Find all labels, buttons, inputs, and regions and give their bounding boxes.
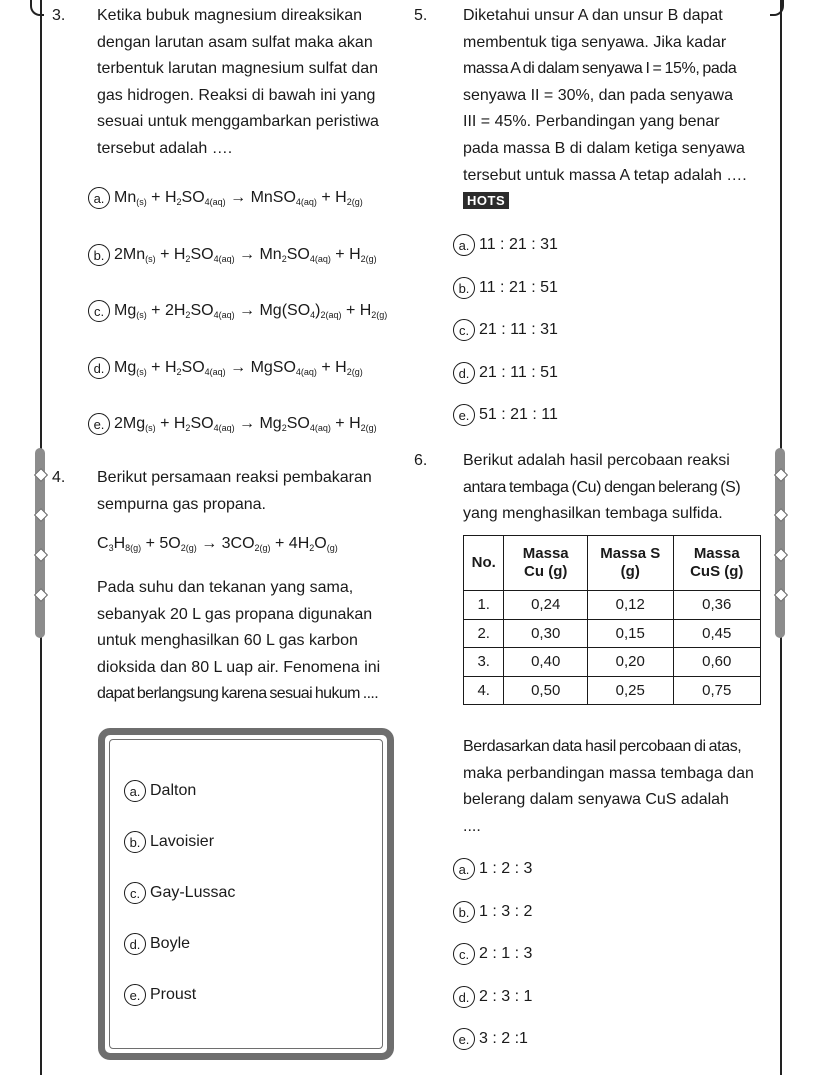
q5-option-a[interactable] [453, 234, 558, 256]
table-cell: 0,45 [673, 619, 760, 648]
option-text: 11 : 21 : 31 [479, 236, 558, 253]
option-text: 51 : 21 : 11 [479, 406, 558, 423]
table-cell: 0,15 [588, 619, 674, 648]
table-cell: 1. [464, 591, 504, 620]
q5-line: massa A di dalam senyawa I = 15%, pada [463, 60, 737, 78]
chem-subscript: 2(g) [180, 543, 197, 553]
option-letter-badge: b. [453, 277, 475, 299]
q6-body-line: belerang dalam senyawa CuS adalah [463, 791, 729, 809]
q6-intro-line: antara tembaga (Cu) dengan belerang (S) [463, 478, 741, 496]
q3-line: dengan larutan asam sulfat maka akan [97, 33, 373, 51]
q5-line: senyawa II = 30%, dan pada senyawa [463, 86, 733, 104]
table-cell: 0,75 [673, 676, 760, 705]
q3-option-a[interactable] [88, 187, 363, 209]
option-letter-badge: a. [453, 234, 475, 256]
chem-subscript: 2(aq) [320, 310, 342, 320]
option-text: Lavoisier [150, 833, 215, 850]
option-text: 21 : 11 : 31 [479, 321, 558, 338]
chem-subscript: 4(aq) [309, 423, 331, 433]
chem-text: → Mg [234, 415, 282, 432]
chem-text: SO [190, 246, 214, 263]
option-letter-badge: d. [88, 357, 110, 379]
chem-text: Mn [114, 189, 137, 206]
chem-text: Mg [114, 302, 137, 319]
binding-ornament-right [773, 448, 787, 638]
option-text: 1 : 2 : 3 [479, 860, 533, 877]
option-letter-badge: e. [88, 413, 110, 435]
q4-intro-line: Berikut persamaan reaksi pembakaran [97, 469, 372, 486]
chem-subscript: 4(aq) [213, 254, 235, 264]
q6-body-line: .... [463, 817, 481, 835]
chem-equation [114, 302, 387, 320]
q3-text [97, 3, 395, 163]
q5-line: Diketahui unsur A dan unsur B dapat [463, 7, 723, 24]
table-header-mass-cu: Massa Cu (g) [504, 536, 588, 591]
q5-number: 5. [414, 7, 428, 24]
option-letter-badge: b. [453, 901, 475, 923]
option-text: 21 : 11 : 51 [479, 364, 558, 381]
table-row [464, 591, 761, 620]
chem-equation [114, 246, 377, 264]
chem-text: → MnSO [225, 189, 296, 206]
chem-text: + H [146, 359, 177, 376]
q4-body-line: sebanyak 20 L gas propana digunakan [97, 605, 373, 623]
chem-text: + H [316, 189, 347, 206]
chem-text: 2Mn [114, 246, 146, 263]
table-header-mass-s: Massa S (g) [588, 536, 674, 591]
q4-option-d[interactable] [124, 933, 190, 955]
chem-text: SO [181, 189, 205, 206]
chem-subscript: (s) [136, 367, 147, 377]
table-header-row [464, 536, 761, 591]
q3-option-d[interactable] [88, 357, 363, 379]
table-cell: 0,24 [504, 591, 588, 620]
q6-option-b[interactable] [453, 901, 532, 923]
chem-text: + H [146, 189, 177, 206]
table-header-no: No. [464, 536, 504, 591]
option-text: Gay-Lussac [150, 884, 236, 901]
option-letter-badge: a. [453, 858, 475, 880]
chem-text: + 2H [146, 302, 186, 319]
chem-subscript: 4(aq) [295, 367, 317, 377]
chem-text: → MgSO [225, 359, 296, 376]
chem-subscript: 2 [185, 310, 191, 320]
chem-subscript: (s) [145, 254, 156, 264]
chem-subscript: 2 [281, 423, 287, 433]
chem-subscript: 4 [310, 310, 316, 320]
chem-text: H [113, 535, 126, 552]
q4-body-line: dioksida dan 80 L uap air. Fenomena ini [97, 658, 381, 676]
option-text: Dalton [150, 782, 197, 799]
chem-text: + H [316, 359, 347, 376]
option-letter-badge: c. [88, 300, 110, 322]
option-letter-badge: c. [453, 943, 475, 965]
q5-line: tersebut untuk massa A tetap adalah …. [463, 166, 747, 184]
chem-text: SO [286, 246, 310, 263]
q6-body-line: maka perbandingan massa tembaga dan [463, 764, 754, 782]
q4-number: 4. [52, 469, 66, 486]
chem-subscript: 2(g) [360, 423, 377, 433]
chem-text: O [314, 535, 327, 552]
chem-subscript: (s) [136, 197, 147, 207]
chem-subscript: 2 [176, 197, 182, 207]
table-row [464, 648, 761, 677]
chem-text: + H [341, 302, 372, 319]
chem-text: + H [330, 415, 361, 432]
hots-badge: HOTS [463, 192, 509, 209]
option-letter-badge: e. [453, 404, 475, 426]
chem-subscript: 2(g) [346, 197, 363, 207]
chem-text: SO [190, 415, 214, 432]
table-cell: 0,20 [588, 648, 674, 677]
table-cell: 2. [464, 619, 504, 648]
chem-equation [114, 189, 363, 207]
q4-option-e[interactable] [124, 984, 196, 1006]
q6-option-c[interactable] [453, 943, 532, 965]
chem-text: → Mg(SO [234, 302, 311, 319]
q5-line: membentuk tiga senyawa. Jika kadar [463, 33, 727, 51]
chem-subscript: 2(g) [360, 254, 377, 264]
table-cell: 4. [464, 676, 504, 705]
chem-subscript: 2 [185, 254, 191, 264]
chem-text: + H [330, 246, 361, 263]
option-letter-badge: c. [124, 882, 146, 904]
option-letter-badge: e. [453, 1028, 475, 1050]
q3-option-c[interactable] [88, 300, 387, 322]
q5-option-d[interactable] [453, 362, 558, 384]
chem-subscript: (g) [326, 543, 338, 553]
chem-subscript: 2(g) [346, 367, 363, 377]
chem-subscript: 2 [309, 543, 315, 553]
chem-subscript: (s) [145, 423, 156, 433]
q4-option-c[interactable] [124, 882, 235, 904]
chem-text: + 5O [141, 535, 181, 552]
table-header-mass-cus: Massa CuS (g) [673, 536, 760, 591]
chem-equation [114, 359, 363, 377]
chem-text: + H [155, 415, 186, 432]
table-cell: 0,12 [588, 591, 674, 620]
chem-text: SO [181, 359, 205, 376]
option-letter-badge: b. [124, 831, 146, 853]
q3-number: 3. [52, 7, 66, 24]
chem-subscript: 4(aq) [213, 310, 235, 320]
q6-intro [463, 448, 761, 528]
frame-left-cap [30, 0, 44, 16]
chem-subscript: 2 [281, 254, 287, 264]
binding-ornament-left [33, 448, 47, 638]
q3-line: sesuai untuk menggambarkan peristiwa [97, 113, 379, 131]
q6-option-e[interactable] [453, 1028, 528, 1050]
q5-option-c[interactable] [453, 319, 558, 341]
chem-text: → 3CO [196, 535, 255, 552]
option-letter-badge: e. [124, 984, 146, 1006]
option-letter-badge: a. [88, 187, 110, 209]
table-cell: 0,36 [673, 591, 760, 620]
q5-line: pada massa B di dalam ketiga senyawa [463, 139, 745, 157]
option-letter-badge: d. [124, 933, 146, 955]
chem-subscript: 4(aq) [213, 423, 235, 433]
option-letter-badge: c. [453, 319, 475, 341]
table-cell: 0,30 [504, 619, 588, 648]
q6-intro-line: Berikut adalah hasil percobaan reaksi [463, 452, 730, 469]
option-text: Boyle [150, 935, 191, 952]
chem-text: SO [190, 302, 214, 319]
chem-text: C [97, 535, 109, 552]
q4-option-b[interactable] [124, 831, 214, 853]
q3-line: tersebut adalah …. [97, 139, 233, 157]
chem-subscript: 2(g) [254, 543, 271, 553]
q4-intro-line: sempurna gas propana. [97, 495, 266, 513]
chem-subscript: (s) [136, 310, 147, 320]
chem-equation [114, 415, 377, 433]
table-cell: 3. [464, 648, 504, 677]
q6-body-line: Berdasarkan data hasil percobaan di atas, [463, 738, 742, 755]
table-cell: 0,40 [504, 648, 588, 677]
q6-intro-line: yang menghasilkan tembaga sulfida. [463, 505, 723, 523]
chem-text: + H [155, 246, 186, 263]
option-text: 2 : 1 : 3 [479, 945, 533, 962]
option-text: 11 : 21 : 51 [479, 279, 558, 296]
q4-intro [97, 465, 395, 518]
chem-subscript: 8(g) [125, 543, 142, 553]
chem-text: → Mn [234, 246, 282, 263]
q4-body-line: untuk menghasilkan 60 L gas karbon [97, 632, 358, 650]
chem-subscript: 2 [176, 367, 182, 377]
option-text: 1 : 3 : 2 [479, 903, 533, 920]
q3-line: terbentuk larutan magnesium sulfat dan [97, 60, 379, 78]
chem-subscript: 2 [185, 423, 191, 433]
chem-text: SO [286, 415, 310, 432]
table-row [464, 619, 761, 648]
q6-body [463, 734, 761, 840]
q6-number: 6. [414, 452, 428, 469]
q5-line: III = 45%. Perbandingan yang benar [463, 113, 720, 131]
q3-line: Ketika bubuk magnesium direaksikan [97, 7, 363, 24]
q4-body-line: dapat berlangsung karena sesuai hukum .... [97, 685, 379, 703]
q4-option-a[interactable] [124, 780, 196, 802]
q4-body [97, 575, 395, 708]
table-row [464, 676, 761, 705]
option-text: Proust [150, 986, 197, 1003]
table-cell: 0,60 [673, 648, 760, 677]
option-letter-badge: d. [453, 986, 475, 1008]
option-letter-badge: b. [88, 244, 110, 266]
q3-option-e[interactable] [88, 413, 377, 435]
chem-subscript: 4(aq) [204, 197, 226, 207]
chem-text: 2Mg [114, 415, 146, 432]
q3-option-b[interactable] [88, 244, 377, 266]
chem-subscript: 4(aq) [295, 197, 317, 207]
q6-data-table [463, 535, 761, 705]
option-letter-badge: a. [124, 780, 146, 802]
q4-body-line: Pada suhu dan tekanan yang sama, [97, 579, 354, 596]
chem-subscript: 2(g) [371, 310, 388, 320]
q3-line: gas hidrogen. Reaksi di bawah ini yang [97, 86, 376, 104]
q5-option-e[interactable] [453, 404, 558, 426]
chem-subscript: 4(aq) [204, 367, 226, 377]
q6-option-d[interactable] [453, 986, 532, 1008]
q5-option-b[interactable] [453, 277, 558, 299]
table-cell: 0,50 [504, 676, 588, 705]
table-cell: 0,25 [588, 676, 674, 705]
q4-equation [97, 535, 338, 553]
option-letter-badge: d. [453, 362, 475, 384]
option-text: 3 : 2 :1 [479, 1030, 528, 1047]
option-text: 2 : 3 : 1 [479, 988, 533, 1005]
chem-subscript: 3 [108, 543, 114, 553]
chem-text: + 4H [270, 535, 310, 552]
chem-text: ) [315, 302, 321, 319]
chem-subscript: 4(aq) [309, 254, 331, 264]
chem-text: Mg [114, 359, 137, 376]
q5-text [463, 3, 761, 189]
q6-option-a[interactable] [453, 858, 532, 880]
